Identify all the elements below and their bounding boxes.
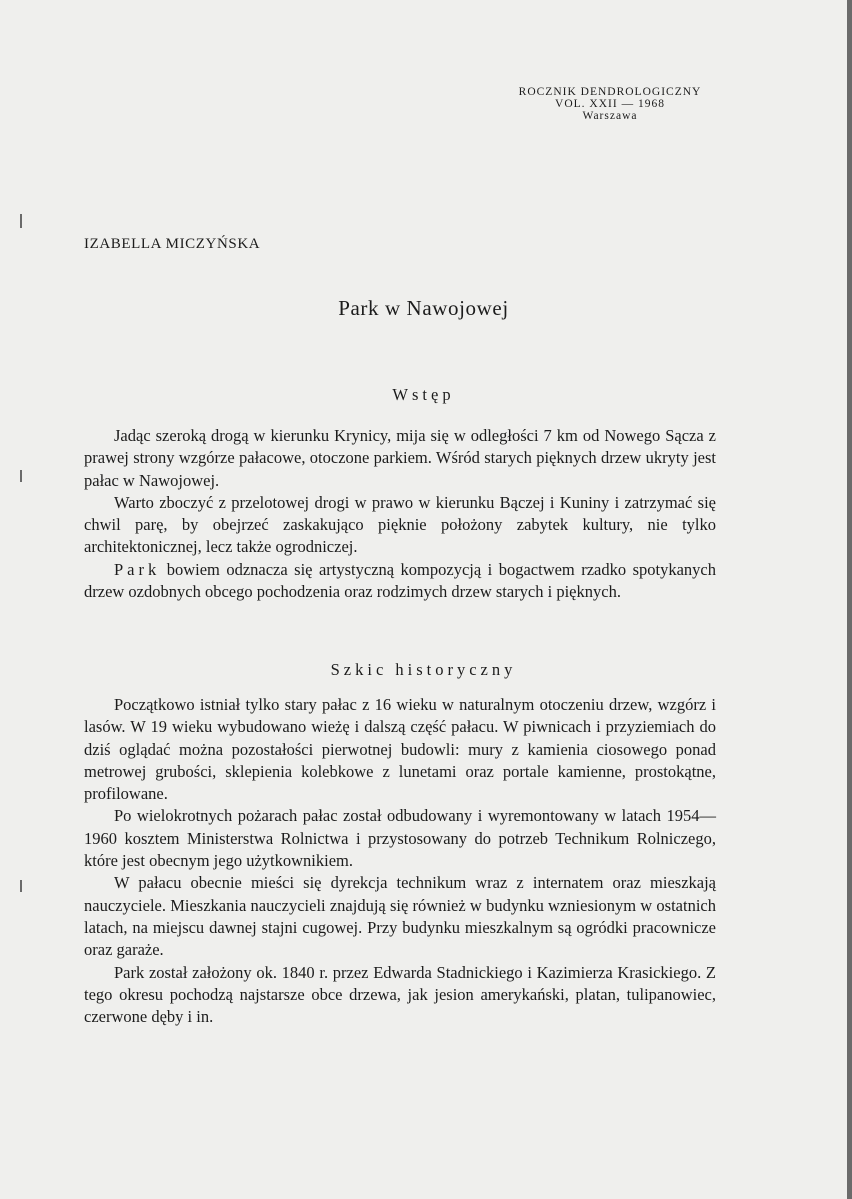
paragraph: Po wielokrotnych pożarach pałac został odbudowany i wyremontowany w latach 1954—1960 kosztem Ministerstwa Rolnictwa i przystosowany do potrzeb Technikum Rolniczego, które jest obecnym jego użytkownikiem. bbox=[84, 806, 716, 871]
journal-header bbox=[500, 86, 720, 122]
paragraph: Warto zboczyć z przelotowej drogi w prawo w kierunku Bączej i Kuniny i zatrzymać się chwil parę, by obejrzeć zaskakująco pięknie położony zabytek kultury, nie tylko architektonicznej, lecz także ogrodniczej. bbox=[84, 492, 716, 557]
journal-name: ROCZNIK DENDROLOGICZNY bbox=[518, 86, 702, 98]
section-body-history bbox=[84, 694, 716, 1028]
scan-mark-lower bbox=[20, 880, 22, 892]
article-author: IZABELLA MICZYŃSKA bbox=[84, 236, 261, 252]
paragraph: Jadąc szeroką drogą w kierunku Krynicy, mija się w odległości 7 km od Nowego Sącza z prawej strony wzgórze pałacowe, otoczone parkiem. Wśród starych pięknych drzew ukryty jest pałac w Nawojowej. bbox=[84, 426, 716, 490]
article-title: Park w Nawojowej bbox=[338, 296, 509, 320]
paragraph: Park został założony ok. 1840 r. przez Edwarda Stadnickiego i Kazimierza Krasickiego. Z tego okresu pochodzą najstarsze obce drzewa, jak jesion amerykański, platan, tulipanowiec, czerwone dęby i in. bbox=[84, 962, 716, 1027]
section-heading-history: Szkic historyczny bbox=[330, 660, 517, 679]
emphasis-lead: Park bbox=[114, 559, 161, 579]
paragraph: Park bowiem odznacza się artystyczną kompozycją i bogactwem rzadko spotykanych drzew ozdobnych obcego pochodzenia oraz rodzimych drzew starych i pięknych. bbox=[84, 559, 716, 602]
scan-mark-middle bbox=[20, 470, 22, 482]
section-body-intro bbox=[84, 425, 716, 603]
paragraph: Początkowo istniał tylko stary pałac z 16 wieku w naturalnym otoczeniu drzew, wzgórz i lasów. W 19 wieku wybudowano wieżę i dalszą część pałacu. W piwnicach i przyziemiach do dziś oglądać można pozostałości pierwotnej budowli: mury z kamienia ciosowego ponad metrowej grubości, sklepienia kolebkowe z lunetami oraz portale kamienne, prostokątne, profilowane. bbox=[84, 695, 716, 804]
paragraph: W pałacu obecnie mieści się dyrekcja technikum wraz z internatem oraz mieszkają nauczyciele. Mieszkania nauczycieli znajdują się również w budynku wzniesionym w ostatnich latach, na miejscu dawnej stajni cugowej. Przy budynku mieszkalnym są ogródki pracownicze oraz garaże. bbox=[84, 873, 716, 960]
journal-volume: VOL. XXII — 1968 bbox=[555, 98, 665, 110]
journal-city: Warszawa bbox=[582, 110, 638, 122]
section-heading-intro: Wstęp bbox=[392, 385, 455, 404]
scan-mark-top bbox=[20, 214, 22, 228]
